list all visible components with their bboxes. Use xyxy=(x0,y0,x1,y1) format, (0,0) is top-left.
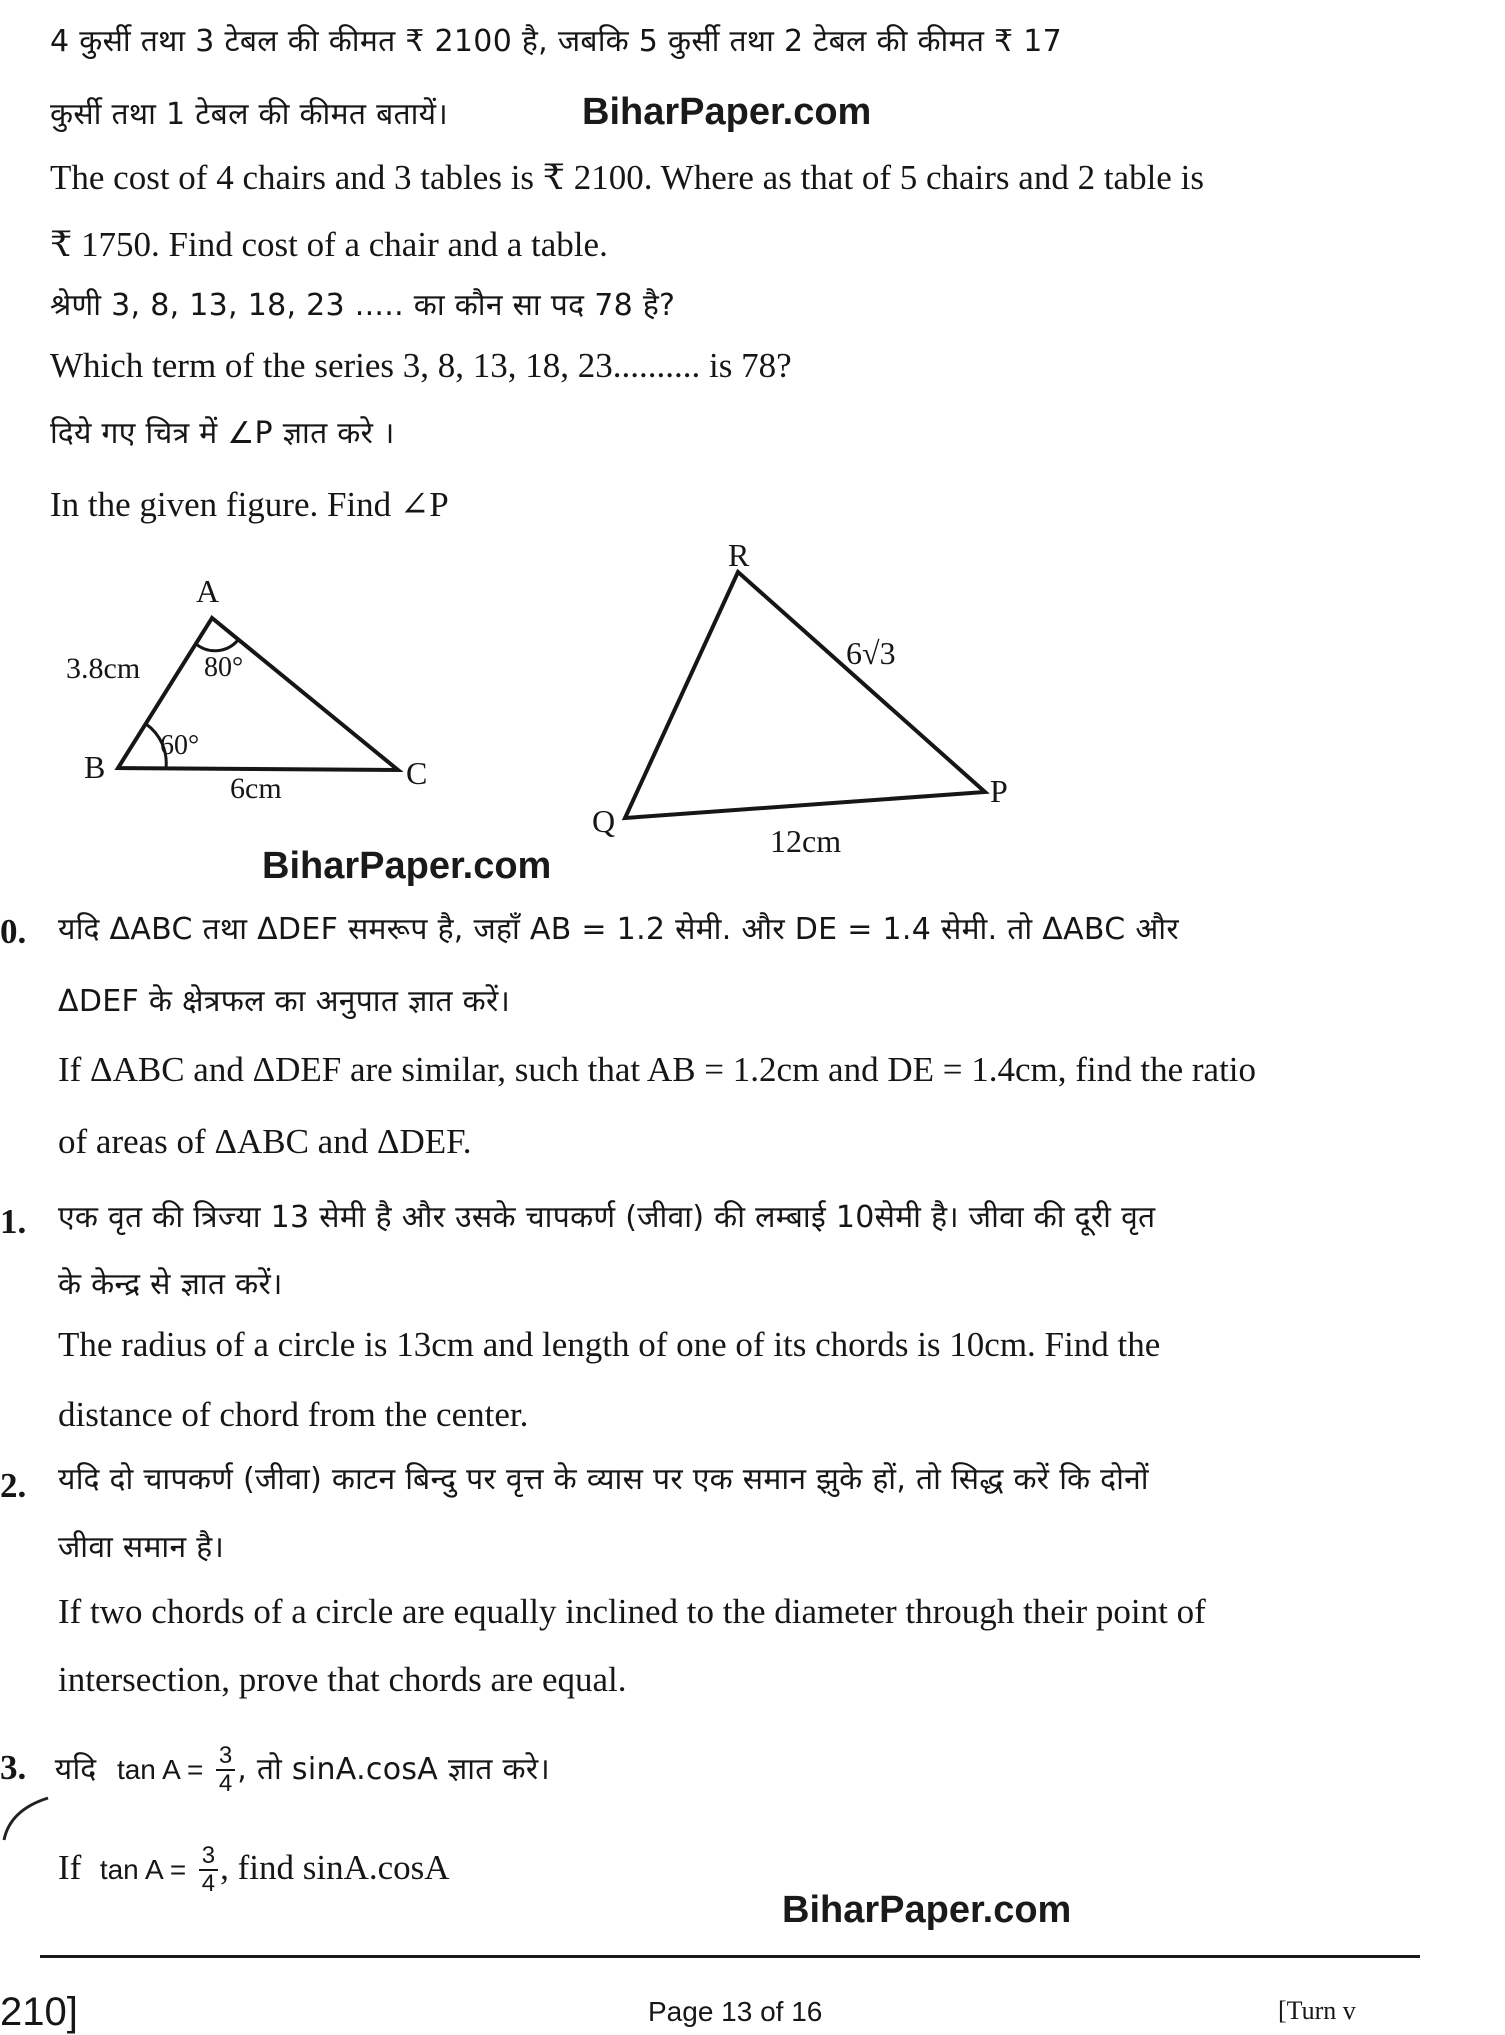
q12-hindi-line1: यदि दो चापकर्ण (जीवा) काटन बिन्दु पर वृत्त के व्यास पर एक समान झुके हों, तो सिद्ध करें कि दोनों xyxy=(58,1462,1149,1497)
watermark-bottom: BiharPaper.com xyxy=(782,1889,1072,1931)
q-angle-english: In the given figure. Find ∠P xyxy=(50,485,449,524)
q11-english-line1: The radius of a circle is 13cm and length of one of its chords is 10cm. Find the xyxy=(58,1325,1161,1364)
q-angle-hindi: दिये गए चित्र में ∠P ज्ञात करे । xyxy=(50,416,395,451)
q13-hindi-suffix: , तो sinA.cosA ज्ञात करे। xyxy=(237,1752,551,1787)
q13-number: 3. xyxy=(0,1748,27,1787)
vertex-b-label: B xyxy=(84,749,106,785)
q13-hindi-row xyxy=(0,1738,550,1800)
q-chairs-english-line1: The cost of 4 chairs and 3 tables is ₹ 2100. Where as that of 5 chairs and 2 table is xyxy=(50,158,1204,197)
q13-english-suffix: , find sinA.cosA xyxy=(220,1848,450,1887)
q12-english-line2: intersection, prove that chords are equal. xyxy=(58,1660,627,1699)
q11-english-line2: distance of chord from the center. xyxy=(58,1395,529,1434)
side-rp-label: 6√3 xyxy=(846,635,896,671)
triangles-figure xyxy=(0,530,1100,870)
footer-turn: [Turn v xyxy=(1278,1996,1356,2025)
side-bc-label: 6cm xyxy=(230,772,282,805)
watermark-top: BiharPaper.com xyxy=(582,91,872,133)
q13-english-frac-num: 3 xyxy=(199,1843,218,1871)
footer-rule xyxy=(40,1955,1420,1958)
q10-english-line2: of areas of ΔABC and ΔDEF. xyxy=(58,1122,472,1161)
vertex-q-label: Q xyxy=(592,803,616,839)
q12-hindi-line2: जीवा समान है। xyxy=(58,1530,225,1565)
vertex-a-label: A xyxy=(196,573,220,609)
q12-number: 2. xyxy=(0,1466,27,1505)
q-chairs-hindi-line2: कुर्सी तथा 1 टेबल की कीमत बतायें। xyxy=(50,97,449,132)
q10-hindi-line1: यदि ΔABC तथा ΔDEF समरूप है, जहाँ AB = 1.2 सेमी. और DE = 1.4 सेमी. तो ΔABC और xyxy=(58,912,1179,947)
q13-english-tan: tan A = xyxy=(99,1854,187,1885)
vertex-c-label: C xyxy=(406,755,428,791)
q13-english-prefix: If xyxy=(58,1848,82,1887)
q-chairs-hindi-line1: 4 कुर्सी तथा 3 टेबल की कीमत ₹ 2100 है, जबकि 5 कुर्सी तथा 2 टेबल की कीमत ₹ 17 xyxy=(50,24,1063,59)
q13-hindi-tan: tan A = xyxy=(116,1754,204,1785)
side-ab-label: 3.8cm xyxy=(66,652,141,685)
q13-english-fraction xyxy=(199,1843,218,1897)
q-series-hindi: श्रेणी 3, 8, 13, 18, 23 ..... का कौन सा पद 78 है? xyxy=(50,288,676,323)
q11-number: 1. xyxy=(0,1202,27,1241)
q10-hindi-line2: ΔDEF के क्षेत्रफल का अनुपात ज्ञात करें। xyxy=(58,984,511,1019)
q13-english-frac-den: 4 xyxy=(201,1870,216,1897)
q13-hindi-frac-num: 3 xyxy=(216,1743,235,1771)
q13-hindi-fraction xyxy=(216,1743,235,1797)
angle-a-label: 80° xyxy=(204,652,244,683)
side-qp-label: 12cm xyxy=(770,823,842,859)
angle-b-label: 60° xyxy=(160,730,200,761)
q13-english-row xyxy=(58,1838,450,1900)
footer-code: 210] xyxy=(0,1990,78,2034)
triangle-pqr xyxy=(592,537,1008,859)
q-chairs-english-line2: ₹ 1750. Find cost of a chair and a table. xyxy=(50,225,608,264)
q10-english-line1: If ΔABC and ΔDEF are similar, such that AB = 1.2cm and DE = 1.4cm, find the ratio xyxy=(58,1050,1257,1089)
q11-hindi-line2: के केन्द्र से ज्ञात करें। xyxy=(58,1267,283,1302)
q-series-english: Which term of the series 3, 8, 13, 18, 23.......... is 78? xyxy=(50,346,792,385)
q13-hindi-prefix: यदि xyxy=(54,1752,97,1787)
footer-page: Page 13 of 16 xyxy=(648,1996,823,2027)
vertex-r-label: R xyxy=(728,537,750,573)
q12-english-line1: If two chords of a circle are equally inclined to the diameter through their point of xyxy=(58,1592,1206,1631)
watermark-middle: BiharPaper.com xyxy=(262,845,552,887)
q13-hindi-frac-den: 4 xyxy=(218,1770,233,1797)
pen-mark xyxy=(0,1790,60,1850)
q11-hindi-line1: एक वृत की त्रिज्या 13 सेमी है और उसके चापकर्ण (जीवा) की लम्बाई 10सेमी है। जीवा की दूरी वृत xyxy=(58,1200,1156,1235)
q10-number: 0. xyxy=(0,912,27,951)
vertex-p-label: P xyxy=(990,773,1008,809)
triangle-abc xyxy=(66,573,427,805)
